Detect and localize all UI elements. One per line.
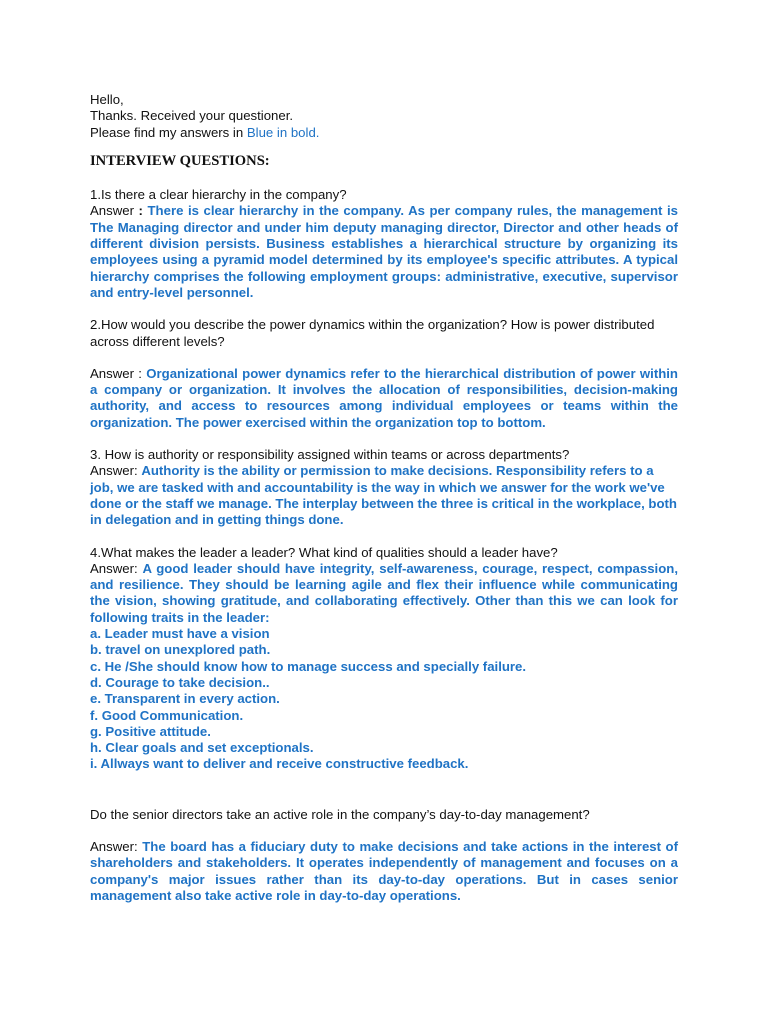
answer-separator: : (133, 365, 147, 381)
greeting-thanks: Thanks. Received your questioner. (90, 108, 294, 124)
answer-3 (90, 463, 678, 528)
question-5: Do the senior directors take an active role in the company’s day-to-day management? (90, 806, 590, 822)
list-item: c. He /She should know how to manage success and specially failure. (90, 658, 527, 674)
answer-label: Answer (90, 838, 134, 854)
question-4: 4.What makes the leader a leader? What kind of qualities should a leader have? (90, 544, 558, 560)
instructions-prefix: Please find my answers in (90, 124, 247, 140)
greeting-instructions (90, 125, 678, 141)
greeting-hello: Hello, (90, 92, 124, 107)
answer-4 (90, 561, 678, 626)
answer-1-text: There is clear hierarchy in the company. As per company rules, the management is The Managing director and under him deputy managing director, Director and other heads of different division persists. Business establishes a hierarchical structure by organizing its employees using a pyramid model determined by its employee's specific attributes. A typical hierarchy comprises the following employment groups: administrative, executive, supervisor and entry-level personnel. (90, 203, 678, 300)
list-item: f. Good Communication. (90, 707, 244, 723)
section-heading: INTERVIEW QUESTIONS: (90, 152, 270, 169)
answer-label: Answer (90, 560, 134, 576)
instructions-highlight: Blue in bold. (246, 124, 320, 140)
answer-5 (90, 839, 678, 904)
list-item: a. Leader must have a vision (90, 626, 270, 642)
answer-separator: : (133, 203, 148, 219)
list-item: d. Courage to take decision.. (90, 674, 270, 690)
question-1: 1.Is there a clear hierarchy in the company? (90, 187, 347, 203)
answer-4-text: A good leader should have integrity, self-awareness, courage, respect, compassion, and resilience. They should be learning agile and flex their influence while communicating the vision, showing gratitude, and collaborating effectively. Other than this we can look for following traits in the leader: (90, 560, 678, 625)
answer-label: Answer (90, 463, 134, 479)
list-item: g. Positive attitude. (90, 723, 211, 739)
answer-separator: : (133, 838, 143, 854)
answer-separator: : (133, 560, 143, 576)
question-3: 3. How is authority or responsibility assigned within teams or across departments? (90, 447, 570, 463)
answer-separator: : (133, 463, 142, 479)
leader-traits-list (90, 626, 678, 773)
answer-label: Answer (90, 365, 134, 381)
answer-label: Answer (90, 203, 134, 219)
answer-2 (90, 366, 678, 431)
list-item: b. travel on unexplored path. (90, 642, 271, 658)
answer-1 (90, 203, 678, 301)
list-item: e. Transparent in every action. (90, 691, 280, 707)
answer-5-text: The board has a fiduciary duty to make decisions and take actions in the interest of shareholders and stakeholders. It operates independently of management and focuses on a company's major issues rather than its day-to-day operations. But in cases senior management also take active role in day-to-day operations. (90, 838, 679, 903)
question-2: 2.How would you describe the power dynamics within the organization? How is power distributed across different levels? (90, 317, 655, 349)
document-page (90, 92, 678, 904)
answer-3-text: Authority is the ability or permission to make decisions. Responsibility refers to a job, we are tasked with and accountability is the way in which we answer for the work we've done or the staff we manage. The interplay between the three is critical in the workplace, both in delegation and in getting things done. (90, 463, 677, 528)
answer-2-text: Organizational power dynamics refer to the hierarchical distribution of power within a company or organization. It involves the allocation of responsibilities, decision-making authority, and access to resources among individual employees or teams within the organization. The power exercised within the organization top to bottom. (90, 365, 678, 430)
list-item: h. Clear goals and set exceptionals. (90, 740, 314, 756)
list-item: i. Allways want to deliver and receive constructive feedback. (90, 756, 469, 772)
